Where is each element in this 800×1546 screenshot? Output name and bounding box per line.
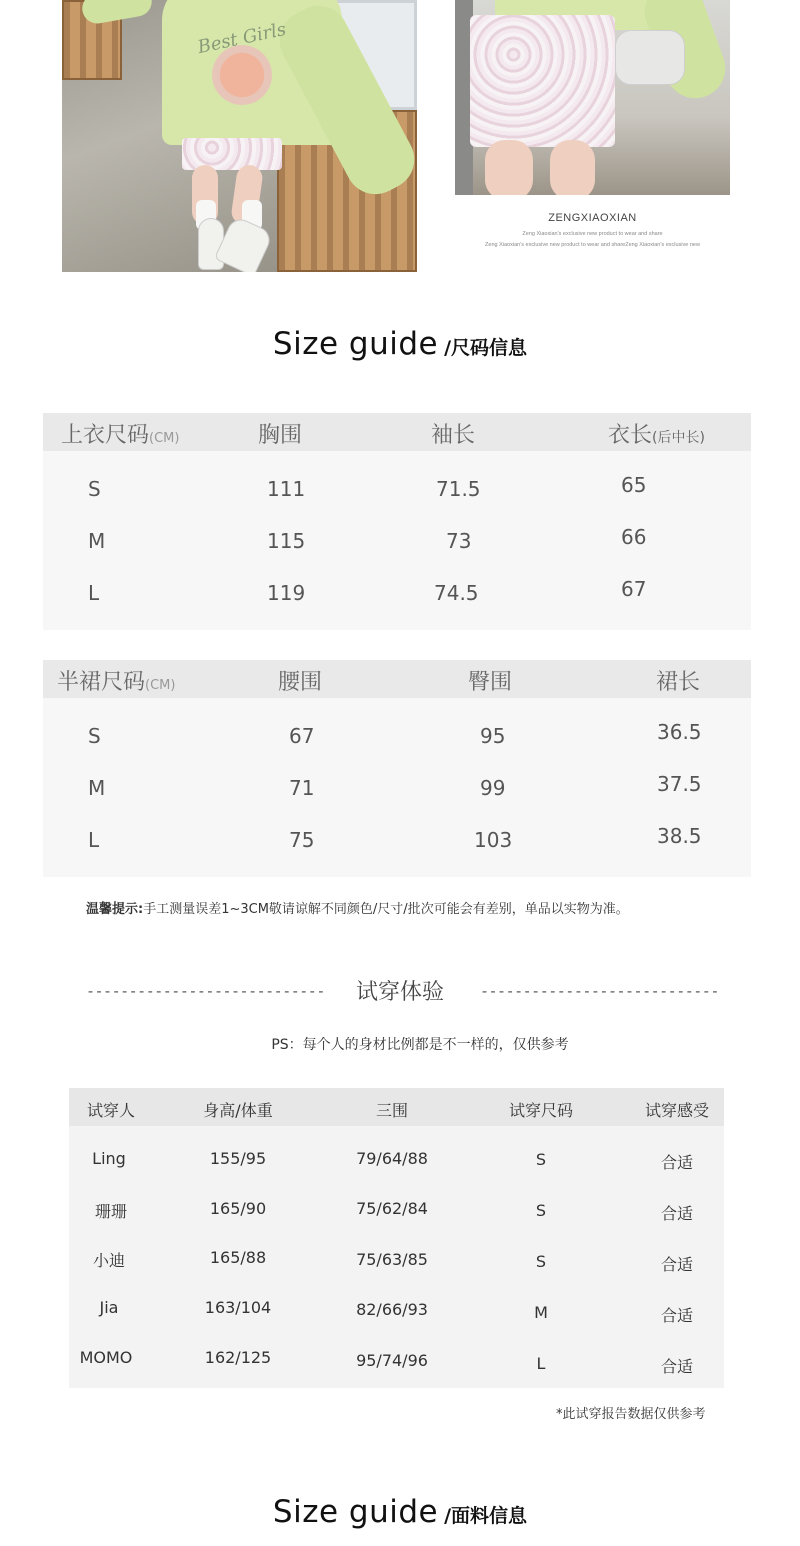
row-size: S	[88, 724, 101, 748]
header-sleeve: 袖长	[431, 423, 476, 448]
row-measurements: 79/64/88	[356, 1149, 428, 1168]
header-person: 试穿人	[86, 1101, 136, 1120]
row-height-weight: 155/95	[209, 1149, 267, 1168]
row-person: 小迪	[92, 1251, 126, 1270]
sweater-graphic: Best Girls	[187, 20, 297, 120]
divider-right: ----------------------------	[480, 982, 719, 1000]
row-hip: 95	[480, 724, 506, 748]
row-feel: 合适	[660, 1357, 694, 1376]
row-measurements: 75/62/84	[356, 1199, 428, 1218]
row-height-weight: 165/88	[209, 1248, 267, 1267]
header-height-weight: 身高/体重	[203, 1101, 273, 1120]
row-height-weight: 165/90	[209, 1199, 267, 1218]
trial-note: *此试穿报告数据仅供参考	[556, 1407, 706, 1422]
size-guide-subtitle: /尺码信息	[444, 337, 528, 359]
row-trial-size: S	[535, 1150, 547, 1169]
header-length: 衣长(后中长)	[608, 423, 705, 448]
row-length: 66	[621, 525, 647, 549]
row-sleeve: 74.5	[434, 581, 479, 605]
size-guide-title: Size guide	[272, 326, 439, 362]
divider-left: ----------------------------	[86, 982, 325, 1000]
trial-table	[69, 1088, 724, 1388]
row-waist: 67	[289, 724, 315, 748]
row-chest: 119	[267, 581, 306, 605]
trial-ps: PS：每个人的身材比例都是不一样的，仅供参考	[271, 1037, 569, 1053]
row-feel: 合适	[660, 1255, 694, 1274]
header-trial-size: 试穿尺码	[508, 1101, 574, 1120]
row-size: L	[88, 581, 100, 605]
row-length: 65	[621, 473, 647, 497]
row-person: 珊珊	[94, 1202, 128, 1221]
floral-skirt	[470, 15, 615, 147]
row-length: 67	[621, 577, 647, 601]
size-guide-heading	[0, 326, 800, 362]
table-header	[43, 413, 751, 451]
leg	[485, 140, 533, 195]
row-hip: 103	[474, 828, 513, 852]
row-trial-size: S	[535, 1201, 547, 1220]
skirt-size-table	[43, 660, 751, 877]
row-trial-size: L	[536, 1354, 546, 1373]
row-trial-size: S	[535, 1252, 547, 1271]
row-person: Jia	[99, 1298, 119, 1317]
model-photo-left	[62, 0, 417, 272]
brand-tagline: Zeng Xiaoxian's exclusive new product to wear and share	[522, 231, 663, 237]
measurement-tip	[86, 898, 629, 917]
row-size: M	[88, 776, 106, 800]
header-size: 上衣尺码(CM)	[61, 423, 180, 448]
row-feel: 合适	[660, 1153, 694, 1172]
trial-title: 试穿体验	[355, 980, 444, 1005]
header-hip: 臀围	[468, 670, 513, 695]
row-sleeve: 73	[446, 529, 472, 553]
brand-name: ZENGXIAOXIAN	[548, 212, 637, 224]
row-feel: 合适	[660, 1204, 694, 1223]
header-measurements: 三围	[375, 1101, 409, 1120]
model-photo-right	[455, 0, 730, 195]
size-guide-title: Size guide	[272, 1494, 439, 1530]
header-waist: 腰围	[278, 670, 323, 695]
row-measurements: 75/63/85	[356, 1250, 428, 1269]
row-measurements: 95/74/96	[356, 1351, 428, 1370]
row-waist: 75	[289, 828, 315, 852]
row-person: Ling	[92, 1149, 126, 1168]
row-length: 38.5	[657, 824, 702, 848]
row-height-weight: 162/125	[204, 1348, 272, 1367]
tip-label: 温馨提示:	[86, 902, 144, 917]
row-feel: 合适	[660, 1306, 694, 1325]
brand-tagline-2: Zeng Xiaoxian's exclusive new product to wear and shareZeng Xiaoxian's exclusive new	[485, 242, 700, 248]
header-size: 半裙尺码(CM)	[57, 670, 176, 695]
top-size-table	[43, 413, 751, 630]
table-header	[69, 1088, 724, 1126]
row-chest: 111	[267, 477, 306, 501]
row-size: L	[88, 828, 100, 852]
row-chest: 115	[267, 529, 306, 553]
leg	[550, 140, 595, 195]
header-feel: 试穿感受	[644, 1101, 710, 1120]
row-waist: 71	[289, 776, 315, 800]
row-length: 36.5	[657, 720, 702, 744]
row-sleeve: 71.5	[436, 477, 481, 501]
floral-skirt	[182, 138, 282, 170]
row-length: 37.5	[657, 772, 702, 796]
header-chest: 胸围	[258, 423, 303, 448]
header-length: 裙长	[656, 670, 701, 695]
row-person: MOMO	[79, 1348, 133, 1367]
row-hip: 99	[480, 776, 506, 800]
row-size: S	[88, 477, 101, 501]
tip-text: 手工测量误差1~3CM敬请谅解不同颜色/尺寸/批次可能会有差别，单品以实物为准。	[143, 902, 629, 917]
row-measurements: 82/66/93	[356, 1300, 428, 1319]
size-guide-subtitle: /面料信息	[444, 1505, 528, 1527]
row-size: M	[88, 529, 106, 553]
handbag	[615, 30, 685, 85]
row-height-weight: 163/104	[204, 1298, 272, 1317]
row-trial-size: M	[534, 1303, 548, 1322]
table-header	[43, 660, 751, 698]
fabric-guide-heading	[0, 1494, 800, 1530]
